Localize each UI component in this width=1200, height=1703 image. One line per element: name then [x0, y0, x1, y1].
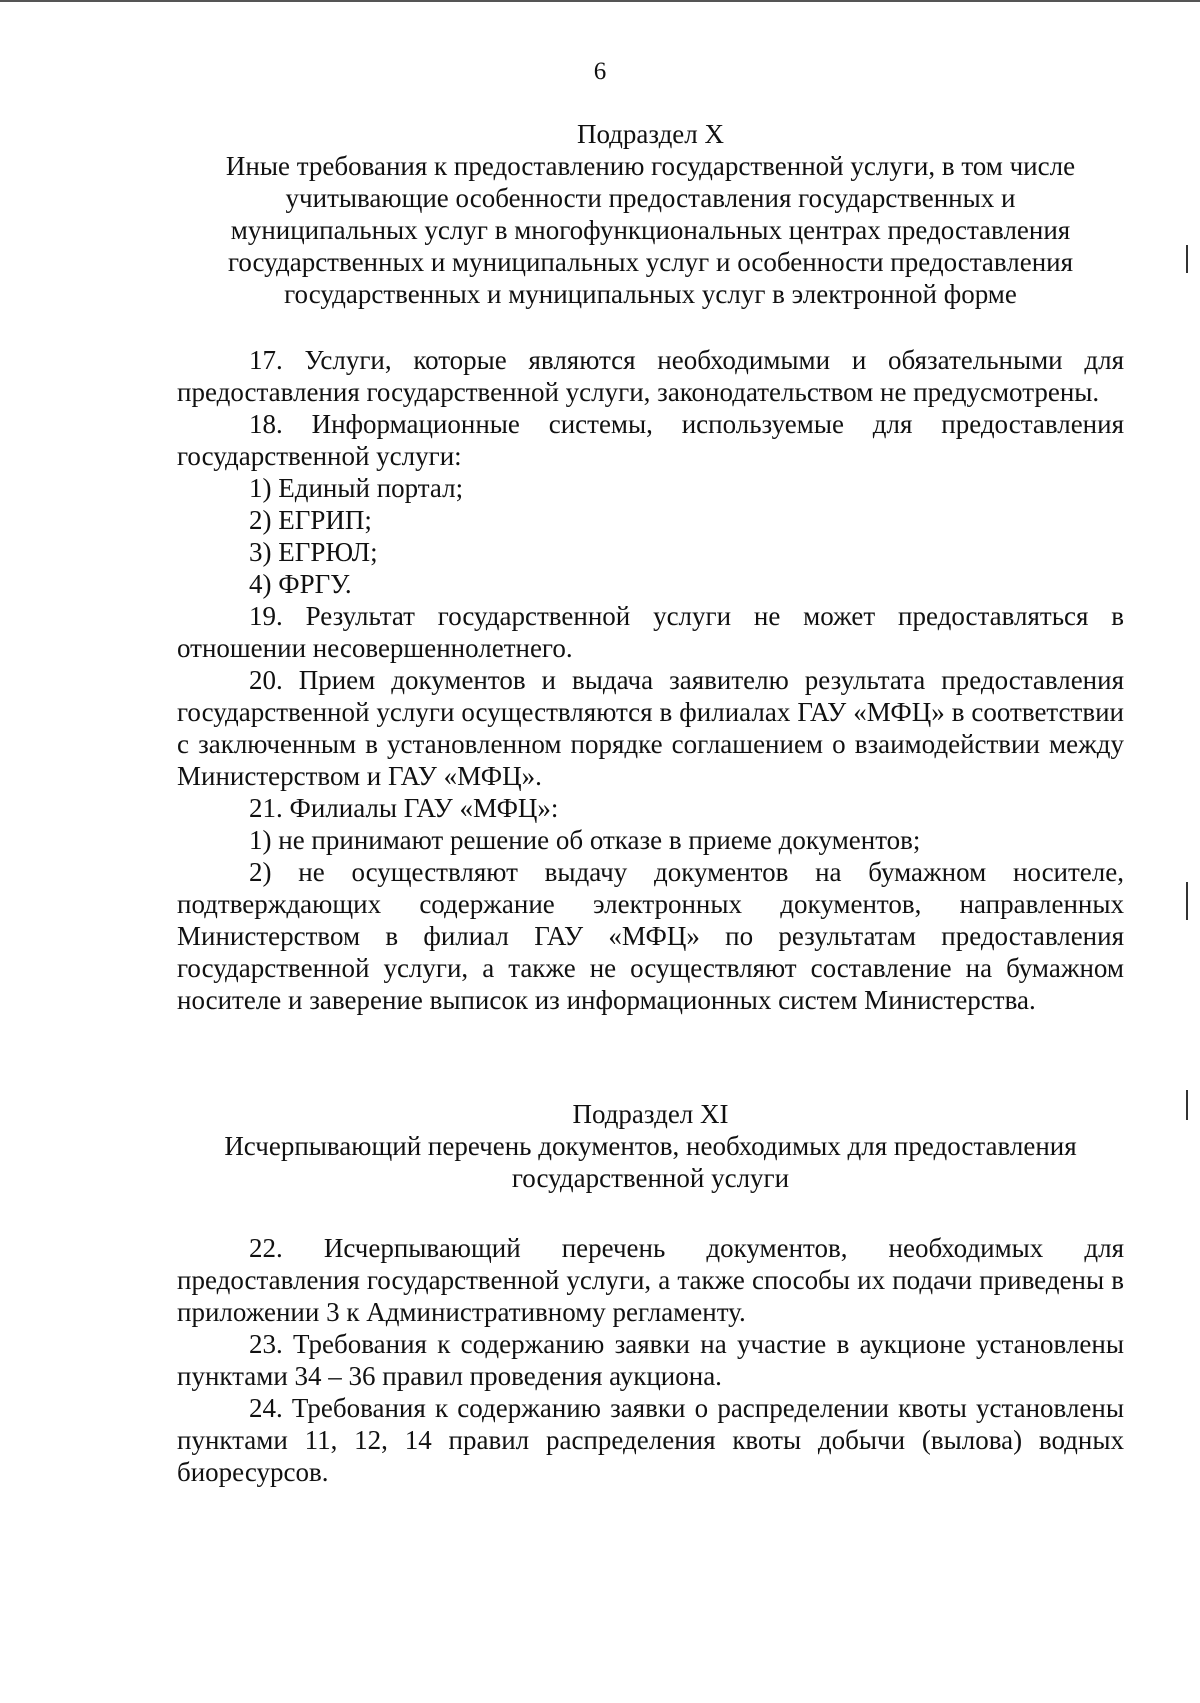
- page-number: 6: [593, 58, 607, 85]
- list-item: 4) ФРГУ.: [249, 569, 352, 599]
- section-xi-label: Подраздел XI: [572, 1099, 729, 1129]
- paragraph-21: 21. Филиалы ГАУ «МФЦ»:: [249, 793, 559, 823]
- list-item: 2) не осуществляют выдачу документов на бумажном носителе, подтверждающих содержание электронных документов, направленных Министерством в филиал ГАУ «МФЦ» по результатам предоставления государственной услуги, а также не осуществляют составление на бумажном носителе и заверение выписок из информационных систем Министерства.: [177, 857, 1124, 1015]
- section-x-title-line: муниципальных услуг в многофункциональных центрах предоставления: [230, 215, 1071, 245]
- spacer: [177, 1194, 1124, 1232]
- paragraph-17: 17. Услуги, которые являются необходимыми и обязательными для предоставления государственной услуги, законодательством не предусмотрены.: [177, 345, 1124, 407]
- paragraph-19: 19. Результат государственной услуги не может предоставляться в отношении несовершеннолетнего.: [177, 601, 1124, 663]
- scan-edge-mark: [1186, 882, 1188, 920]
- section-xi-title-line: Исчерпывающий перечень документов, необходимых для предоставления: [224, 1131, 1077, 1161]
- paragraph-24: 24. Требования к содержанию заявки о распределении квоты установлены пунктами 11, 12, 14 правил распределения квоты добычи (вылова) водных биоресурсов.: [177, 1393, 1124, 1487]
- list-item: 3) ЕГРЮЛ;: [249, 537, 378, 567]
- scan-edge-mark: [1186, 1090, 1188, 1120]
- section-xi: [177, 1098, 1124, 1488]
- section-x: [177, 118, 1124, 1016]
- section-x-title-line: Иные требования к предоставлению государственной услуги, в том числе: [225, 151, 1076, 181]
- section-x-title-line: учитывающие особенности предоставления государственных и: [285, 183, 1016, 213]
- scan-edge-mark: [1186, 245, 1188, 273]
- list-item: 2) ЕГРИП;: [249, 505, 372, 535]
- section-x-title-line: государственных и муниципальных услуг и особенности предоставления: [227, 247, 1074, 277]
- section-xi-title-line: государственной услуги: [511, 1163, 790, 1193]
- section-x-label: Подраздел X: [576, 119, 725, 149]
- paragraph-20: 20. Прием документов и выдача заявителю результата предоставления государственной услуги осуществляются в филиалах ГАУ «МФЦ» в соответствии с заключенным в установленном порядке соглашением о взаимодействии между Министерством и ГАУ «МФЦ».: [177, 665, 1124, 791]
- paragraph-22: 22. Исчерпывающий перечень документов, необходимых для предоставления государственной услуги, а также способы их подачи приведены в приложении 3 к Административному регламенту.: [177, 1233, 1124, 1327]
- scan-top-edge: [0, 0, 1200, 2]
- list-item: 1) не принимают решение об отказе в приеме документов;: [249, 825, 921, 855]
- paragraph-23: 23. Требования к содержанию заявки на участие в аукционе установлены пунктами 34 – 36 правил проведения аукциона.: [177, 1329, 1124, 1391]
- section-x-title-line: государственных и муниципальных услуг в электронной форме: [284, 279, 1017, 309]
- paragraph-18: 18. Информационные системы, используемые для предоставления государственной услуги:: [177, 409, 1124, 471]
- spacer: [177, 310, 1124, 344]
- list-item: 1) Единый портал;: [249, 473, 464, 503]
